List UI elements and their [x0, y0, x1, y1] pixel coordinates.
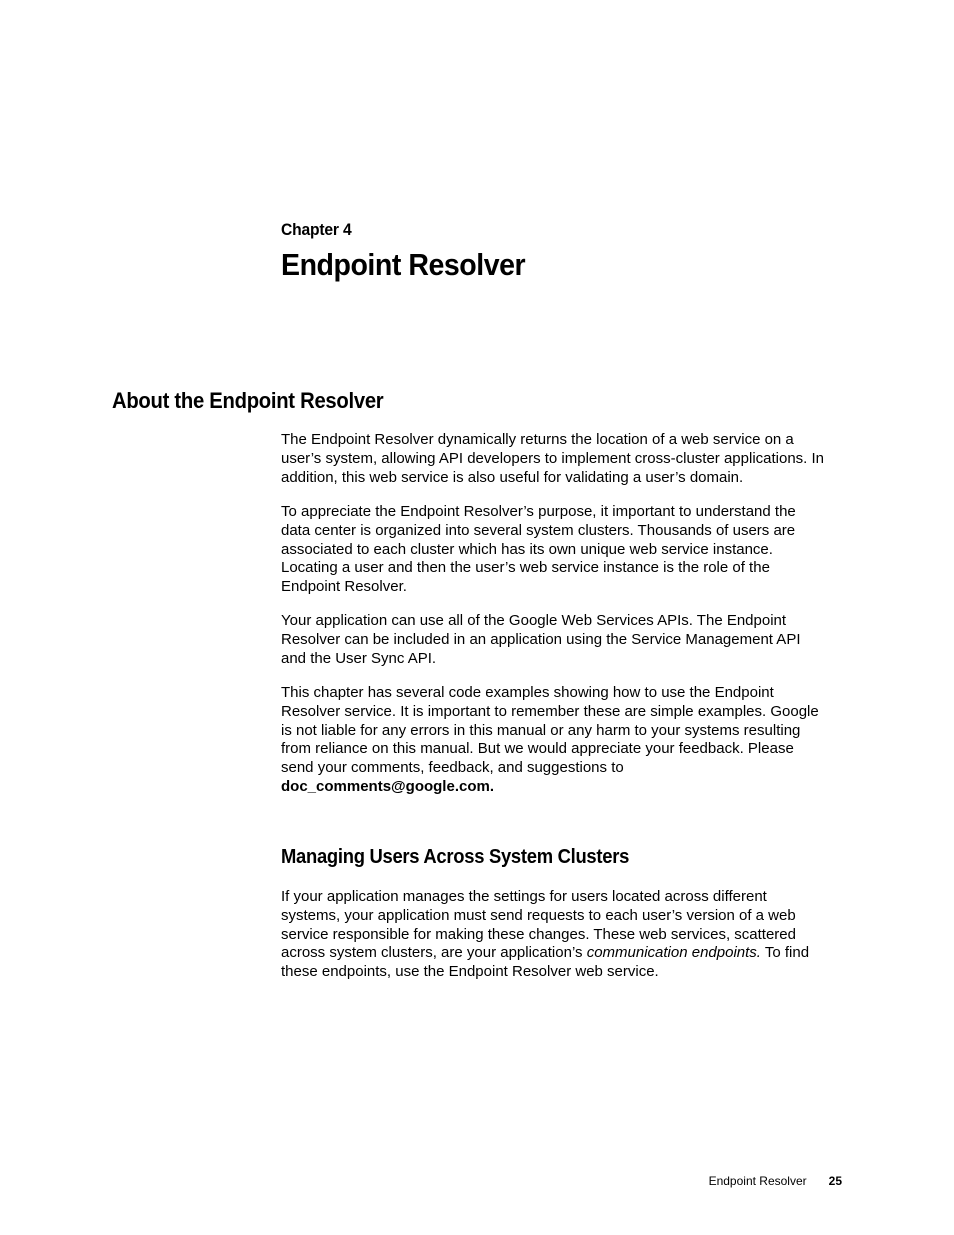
page-footer [709, 1174, 842, 1188]
text-line: from reliance on this manual. But we would appreciate your feedback. Please [281, 740, 794, 758]
text-line [281, 944, 841, 963]
text-line: Endpoint Resolver. [281, 578, 407, 596]
text-fragment: across system clusters, are your application’s [281, 944, 587, 962]
subsection-heading: Managing Users Across System Clusters [281, 846, 630, 868]
text-line: This chapter has several code examples showing how to use the Endpoint [281, 684, 774, 701]
chapter-label: Chapter 4 [281, 220, 352, 239]
text-line: send your comments, feedback, and suggestions to [281, 759, 624, 777]
chapter-title: Endpoint Resolver [281, 247, 526, 282]
text-fragment: To find [760, 944, 810, 962]
feedback-email: doc_comments@google.com. [281, 777, 494, 795]
text-line: The Endpoint Resolver dynamically returns the location of a web service on a [281, 431, 794, 448]
text-line: Your application can use all of the Google Web Services APIs. The Endpoint [281, 612, 787, 629]
section-heading: About the Endpoint Resolver [112, 388, 384, 413]
paragraph-2 [281, 503, 841, 597]
text-line: user’s system, allowing API developers to implement cross-cluster applications. In [281, 449, 825, 467]
text-line: and the User Sync API. [281, 649, 437, 667]
paragraph-4 [281, 684, 841, 797]
paragraph-3 [281, 612, 841, 668]
text-line: If your application manages the settings for users located across different [281, 888, 767, 905]
emphasized-term: communication endpoints. [586, 944, 761, 962]
text-line: Resolver can be included in an application using the Service Management API [281, 630, 801, 648]
text-line: Resolver service. It is important to remember these are simple examples. Google [281, 702, 819, 720]
text-line: these endpoints, use the Endpoint Resolver web service. [281, 963, 659, 981]
text-line: To appreciate the Endpoint Resolver’s purpose, it important to understand the [281, 503, 796, 520]
text-line: addition, this web service is also useful for validating a user’s domain. [281, 468, 744, 486]
paragraph-1 [281, 431, 841, 487]
page-number: 25 [828, 1174, 842, 1188]
text-line: data center is organized into several system clusters. Thousands of users are [281, 521, 796, 539]
paragraph-5 [281, 888, 841, 982]
footer-title: Endpoint Resolver [708, 1174, 807, 1188]
text-line: is not liable for any errors in this manual or any harm to your systems resulting [281, 721, 801, 739]
text-line: systems, your application must send requests to each user’s version of a web [281, 906, 796, 924]
text-line: Locating a user and then the user’s web service instance is the role of the [281, 559, 770, 577]
text-line: service responsible for making these changes. These web services, scattered [281, 925, 796, 943]
text-line: associated to each cluster which has its own unique web service instance. [281, 540, 773, 558]
